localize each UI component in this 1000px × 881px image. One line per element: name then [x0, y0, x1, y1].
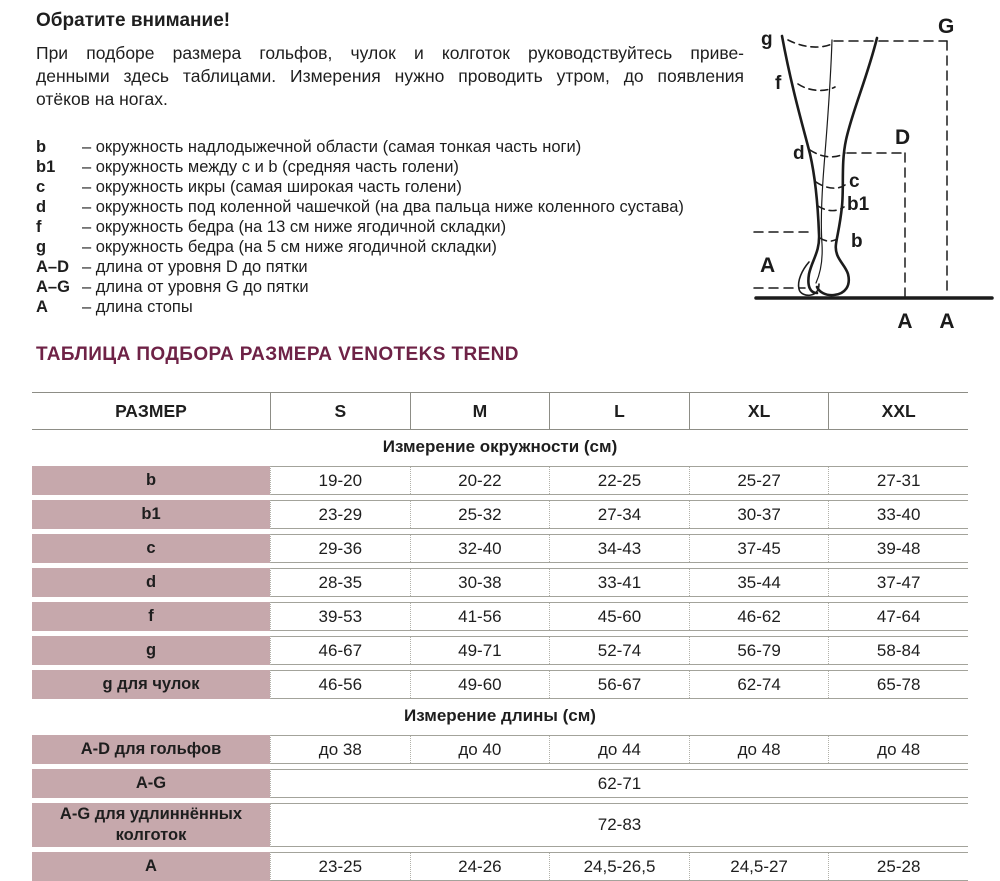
table-cell: 23-25: [318, 856, 363, 876]
notice-line: При подборе размера гольфов, чулок и колготок руководствуйтесь приве-: [36, 43, 744, 63]
table-cell: 46-67: [318, 640, 363, 660]
legend-list: [36, 137, 752, 317]
table-cell: 39-48: [828, 535, 968, 562]
table-cell: 24-26: [410, 853, 550, 880]
leg-drawing: [754, 36, 992, 298]
table-cell: до 48: [828, 736, 968, 763]
table-cell: 23-29: [318, 504, 363, 524]
legend-key: d: [36, 198, 47, 216]
table-section-heading: Измерение окружности (см): [382, 437, 618, 456]
legend-item: [36, 197, 752, 217]
legend-item: [36, 157, 752, 177]
table-cell: 25-32: [410, 501, 550, 528]
size-table: [32, 392, 968, 881]
diagram-label-b1: b1: [847, 194, 870, 215]
legend-description: – окружность надлодыжечной области (самая тонкая часть ноги): [82, 138, 582, 156]
diagram-label-c: c: [849, 171, 860, 192]
table-span-cell: 72-83: [597, 815, 642, 834]
table-cell: 33-41: [549, 569, 689, 596]
notice-line: отёков на ногах.: [36, 89, 168, 109]
table-cell: до 38: [318, 739, 362, 759]
table-cell: 37-47: [828, 569, 968, 596]
table-row: [32, 534, 968, 563]
table-row: [32, 636, 968, 665]
size-table-title: ТАБЛИЦА ПОДБОРА РАЗМЕРА VENOTEKS TREND: [36, 344, 519, 365]
diagram-label-b: b: [851, 231, 863, 252]
table-cell: 24,5-27: [689, 853, 829, 880]
legend-item: [36, 257, 752, 277]
table-cell: до 40: [410, 736, 550, 763]
table-cell: 32-40: [410, 535, 550, 562]
table-cell: до 48: [689, 736, 829, 763]
legend-item: [36, 297, 752, 317]
table-cell: 41-56: [410, 603, 550, 630]
table-cell: 28-35: [318, 572, 363, 592]
notice-line: денными здесь таблицами. Измерения нужно проводить утром, до появления: [36, 66, 744, 86]
row-data: [270, 670, 968, 699]
table-cell: 45-60: [549, 603, 689, 630]
row-label: g: [32, 636, 270, 665]
legend-item: [36, 277, 752, 297]
row-label: f: [32, 602, 270, 631]
table-cell: 19-20: [318, 470, 363, 490]
legend-description: – окружность бедра (на 13 см ниже ягодичной складки): [82, 218, 507, 236]
leg-measurement-diagram: [748, 0, 998, 338]
table-row: [32, 568, 968, 597]
size-table-body: [32, 433, 968, 881]
header-cell-size-label: РАЗМЕР: [115, 400, 187, 421]
table-cell: 27-31: [828, 467, 968, 494]
legend-key: A–G: [36, 278, 70, 296]
table-span-cell: 62-71: [597, 773, 642, 793]
header-cell: XL: [689, 393, 829, 429]
header-cell: L: [549, 393, 689, 429]
row-data: [270, 803, 968, 847]
row-data: [270, 852, 968, 881]
notice-block: [36, 10, 744, 111]
legend-item: [36, 137, 752, 157]
diagram-label-d: d: [793, 143, 805, 164]
legend-key: A: [36, 298, 48, 316]
legend-item: [36, 237, 752, 257]
table-cell: 39-53: [318, 606, 363, 626]
table-cell: 56-79: [689, 637, 829, 664]
table-row: [32, 500, 968, 529]
table-row: [32, 803, 968, 847]
table-cell: 34-43: [549, 535, 689, 562]
table-cell: 56-67: [549, 671, 689, 698]
table-cell: 35-44: [689, 569, 829, 596]
notice-title: Обратите внимание!: [36, 10, 231, 31]
row-data: [270, 568, 968, 597]
row-label: g для чулок: [32, 670, 270, 699]
table-cell: 62-74: [689, 671, 829, 698]
table-cell: 46-62: [689, 603, 829, 630]
table-cell: 65-78: [828, 671, 968, 698]
diagram-label-A-heel-g: A: [939, 310, 955, 333]
table-cell: 24,5-26,5: [549, 853, 689, 880]
legend-key: c: [36, 178, 46, 196]
table-row: [32, 670, 968, 699]
legend-key: f: [36, 218, 42, 236]
legend-description: – длина от уровня D до пятки: [82, 258, 308, 276]
table-row: [32, 769, 968, 798]
table-cell: 22-25: [549, 467, 689, 494]
legend-key: b: [36, 138, 47, 156]
table-cell: до 44: [549, 736, 689, 763]
table-row: [32, 466, 968, 495]
diagram-label-D: D: [895, 126, 911, 149]
table-row: [32, 735, 968, 764]
table-cell: 20-22: [410, 467, 550, 494]
row-label: d: [32, 568, 270, 597]
legend-description: – длина стопы: [82, 298, 193, 316]
legend-key: b1: [36, 158, 56, 176]
row-label: b: [32, 466, 270, 495]
row-data: [270, 500, 968, 529]
row-label: c: [32, 534, 270, 563]
legend-description: – окружность бедра (на 5 см ниже ягодичной складки): [82, 238, 497, 256]
table-cell: 46-56: [318, 674, 363, 694]
table-section-heading: Измерение длины (см): [404, 706, 596, 725]
legend-item: [36, 177, 752, 197]
table-cell: 30-37: [689, 501, 829, 528]
diagram-label-f: f: [775, 73, 782, 94]
table-cell: 49-71: [410, 637, 550, 664]
table-cell: 29-36: [318, 538, 363, 558]
table-cell: 47-64: [828, 603, 968, 630]
table-cell: 58-84: [828, 637, 968, 664]
legend-key: g: [36, 238, 47, 256]
table-cell: 37-45: [689, 535, 829, 562]
row-label: A-D для гольфов: [32, 735, 270, 764]
header-cell: S: [270, 393, 410, 429]
header-cell: M: [410, 393, 550, 429]
legend-item: [36, 217, 752, 237]
row-label: A-G: [32, 769, 270, 798]
legend-description: – окружность икры (самая широкая часть голени): [82, 178, 462, 196]
diagram-label-A-heel-d: A: [897, 310, 913, 333]
legend-description: – окружность между c и b (средняя часть голени): [82, 158, 459, 176]
diagram-label-g: g: [761, 29, 773, 50]
diagram-label-A-left: A: [760, 254, 776, 277]
row-data: [270, 769, 968, 798]
table-cell: 33-40: [828, 501, 968, 528]
table-cell: 30-38: [410, 569, 550, 596]
legend-description: – окружность под коленной чашечкой (на два пальца ниже коленного сустава): [82, 198, 684, 216]
table-row: [32, 602, 968, 631]
size-table-header: [32, 392, 968, 430]
row-label: A: [32, 852, 270, 881]
table-row: [32, 852, 968, 881]
table-cell: 49-60: [410, 671, 550, 698]
legend-key: A–D: [36, 258, 70, 276]
row-data: [270, 466, 968, 495]
table-cell: 27-34: [549, 501, 689, 528]
row-data: [270, 735, 968, 764]
row-label: A-G для удлиннённых колготок: [32, 803, 270, 847]
legend-description: – длина от уровня G до пятки: [82, 278, 309, 296]
table-cell: 25-28: [828, 853, 968, 880]
table-cell: 52-74: [549, 637, 689, 664]
header-cell: XXL: [828, 393, 968, 429]
row-data: [270, 534, 968, 563]
row-data: [270, 636, 968, 665]
row-data: [270, 602, 968, 631]
diagram-label-G: G: [938, 15, 955, 38]
row-label: b1: [32, 500, 270, 529]
table-cell: 25-27: [689, 467, 829, 494]
